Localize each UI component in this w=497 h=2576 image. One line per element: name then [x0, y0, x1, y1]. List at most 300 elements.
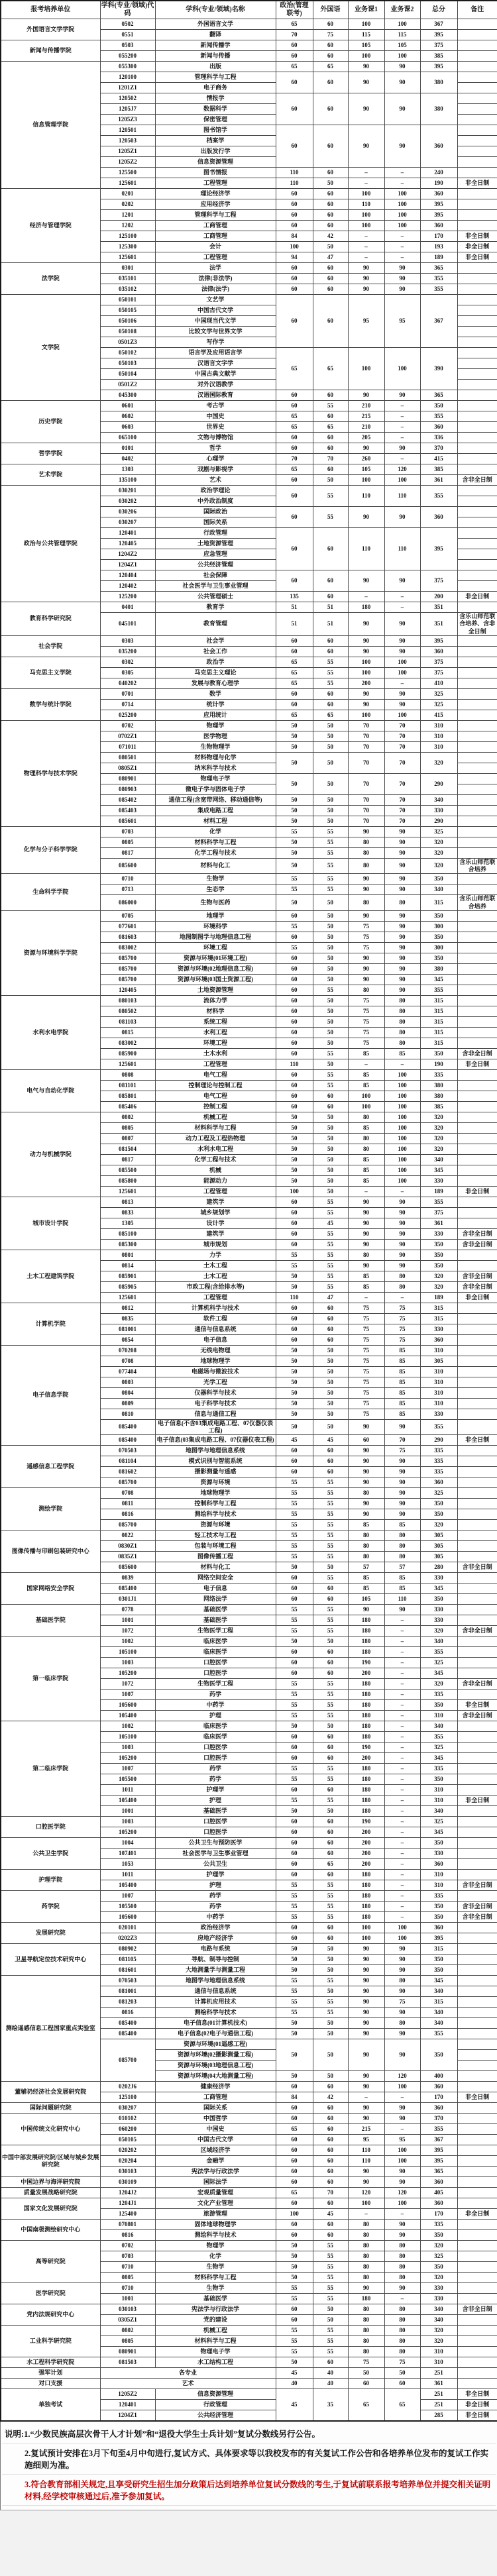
- foreign-language-score-cell: 65: [313, 710, 348, 720]
- politics-score-cell: 60: [276, 1849, 313, 1859]
- foreign-language-score-cell: 60: [313, 93, 348, 125]
- remark-cell: 非全日制: [457, 178, 497, 189]
- foreign-language-score-cell: 55: [313, 657, 348, 667]
- course2-score-cell: 80: [384, 2273, 420, 2283]
- politics-score-cell: 55: [276, 1774, 313, 1785]
- course2-score-cell: –: [384, 1827, 420, 1838]
- politics-score-cell: 55: [276, 1477, 313, 1488]
- foreign-language-score-cell: 50: [313, 1356, 348, 1366]
- remark-cell: [457, 2220, 497, 2230]
- politics-score-cell: 55: [276, 2336, 313, 2347]
- subject-code-cell: 1011: [100, 1870, 155, 1880]
- total-score-cell: 340: [420, 2304, 457, 2315]
- course1-score-cell: –: [348, 2209, 384, 2220]
- remark-cell: [457, 1955, 497, 1965]
- subject-name-cell: 环境工程: [155, 942, 276, 953]
- course1-score-cell: 90: [348, 1218, 384, 1228]
- remark-cell: [457, 1785, 497, 1796]
- course1-score-cell: 90: [348, 1419, 384, 1435]
- total-score-cell: 355: [420, 284, 457, 295]
- politics-score-cell: 50: [276, 1955, 313, 1965]
- politics-score-cell: 60: [276, 1838, 313, 1849]
- remark-cell: [457, 2008, 497, 2018]
- total-score-cell: 310: [420, 1870, 457, 1880]
- foreign-language-score-cell: 60: [313, 2230, 348, 2241]
- course1-score-cell: 200: [348, 678, 384, 688]
- politics-score-cell: 55: [276, 2294, 313, 2304]
- section-10: [1, 602, 497, 636]
- subject-code-cell: 0714: [100, 699, 155, 710]
- course2-score-cell: –: [384, 401, 420, 411]
- total-score-cell: 400: [420, 2071, 457, 2082]
- subject-code-cell: 1305: [100, 1218, 155, 1228]
- table-row: [1, 2082, 497, 2092]
- subject-name-cell: 图书馆学: [155, 125, 276, 136]
- course1-score-cell: 90: [348, 1197, 384, 1207]
- remark-cell: [457, 496, 497, 507]
- subject-code-cell: 085500: [100, 1165, 155, 1175]
- subject-code-cell: 030103: [100, 2304, 155, 2315]
- politics-score-cell: 60: [276, 1668, 313, 1679]
- course2-score-cell: 85: [384, 1345, 420, 1356]
- total-score-cell: 360: [420, 2082, 457, 2092]
- subject-name-cell: 电气工程: [155, 1091, 276, 1101]
- section-43: [1, 2177, 497, 2188]
- remark-cell: [457, 2336, 497, 2347]
- course2-score-cell: 90: [384, 699, 420, 710]
- subject-code-cell: 0809: [100, 1398, 155, 1409]
- table-row: [1, 2145, 497, 2156]
- subject-name-cell: 政治学理论: [155, 486, 276, 496]
- remark-cell: [457, 2135, 497, 2145]
- course2-score-cell: 70: [384, 731, 420, 741]
- remark-cell: [457, 2198, 497, 2209]
- course2-score-cell: 90: [384, 1944, 420, 1955]
- course1-score-cell: 180: [348, 1679, 384, 1690]
- subject-code-cell: 085601: [100, 816, 155, 826]
- unit-cell: 中国中部发展研究院/区域与城乡发展研究院: [1, 2145, 100, 2177]
- remark-cell: 含非全日制: [457, 1562, 497, 1573]
- subject-name-cell: 政治学: [155, 657, 276, 667]
- course1-score-cell: 180: [348, 1796, 384, 1806]
- course1-score-cell: –: [348, 178, 384, 189]
- total-score-cell: 340: [420, 794, 457, 805]
- remark-cell: [457, 1112, 497, 1122]
- foreign-language-score-cell: 60: [313, 1743, 348, 1753]
- foreign-language-score-cell: 60: [313, 2124, 348, 2135]
- total-score-cell: 350: [420, 953, 457, 963]
- politics-score-cell: 60: [276, 985, 313, 995]
- remark-cell: [457, 221, 497, 231]
- course2-score-cell: 90: [384, 1488, 420, 1499]
- subject-name-cell: 图书情报: [155, 168, 276, 178]
- course2-score-cell: –: [384, 1292, 420, 1303]
- course2-score-cell: –: [384, 1186, 420, 1197]
- subject-code-cell: 1011: [100, 1785, 155, 1796]
- remark-cell: [457, 678, 497, 688]
- course1-score-cell: 95: [348, 2135, 384, 2145]
- course2-score-cell: 90: [384, 635, 420, 646]
- subject-name-cell: 出版发行学: [155, 146, 276, 157]
- subject-name-cell: 电磁场与微波技术: [155, 1366, 276, 1377]
- total-score-cell: 355: [420, 1732, 457, 1743]
- foreign-language-score-cell: 55: [313, 1552, 348, 1562]
- foreign-language-score-cell: 60: [313, 1753, 348, 1764]
- politics-score-cell: 110: [276, 1292, 313, 1303]
- total-score-cell: 367: [420, 2135, 457, 2145]
- politics-score-cell: 50: [276, 2241, 313, 2251]
- foreign-language-score-cell: 45: [313, 1435, 348, 1446]
- politics-score-cell: 55: [276, 1605, 313, 1615]
- remark-cell: [457, 168, 497, 178]
- course2-score-cell: 90: [384, 2177, 420, 2188]
- politics-score-cell: 60: [276, 210, 313, 221]
- subject-name-cell: 应急管理: [155, 549, 276, 560]
- subject-code-cell: 125400: [100, 2209, 155, 2220]
- subject-name-cell: 机械: [155, 1165, 276, 1175]
- subject-name-cell: 计算机科学与技术: [155, 1303, 276, 1313]
- foreign-language-score-cell: 55: [313, 401, 348, 411]
- subject-code-cell: 125500: [100, 168, 155, 178]
- course1-score-cell: 260: [348, 454, 384, 464]
- course2-score-cell: 100: [384, 1069, 420, 1080]
- course1-score-cell: 80: [348, 895, 384, 911]
- foreign-language-score-cell: 60: [313, 2220, 348, 2230]
- footnotes: [0, 2422, 497, 2510]
- course1-score-cell: 90: [348, 2103, 384, 2114]
- total-score-cell: 310: [420, 1387, 457, 1398]
- course2-score-cell: 85: [384, 1520, 420, 1530]
- subject-code-cell: 0830Z1: [100, 1541, 155, 1552]
- foreign-language-score-cell: 50: [313, 2039, 348, 2071]
- total-score-cell: 345: [420, 974, 457, 985]
- subject-name-cell: 电子科学与技术: [155, 1398, 276, 1409]
- foreign-language-score-cell: 60: [313, 1467, 348, 1477]
- subject-name-cell: 口腔医学: [155, 1743, 276, 1753]
- total-score-cell: 367: [420, 19, 457, 30]
- course1-score-cell: 100: [348, 1091, 384, 1101]
- politics-score-cell: 55: [276, 1488, 313, 1499]
- col-header-code: 学科(专业/领域)代码: [100, 1, 155, 19]
- subject-code-cell: 1003: [100, 1743, 155, 1753]
- subject-code-cell: 040202: [100, 678, 155, 688]
- foreign-language-score-cell: 50: [313, 731, 348, 741]
- foreign-language-score-cell: 75: [313, 30, 348, 40]
- subject-code-cell: 120405: [100, 985, 155, 995]
- course2-score-cell: –: [384, 1785, 420, 1796]
- section-8: [1, 464, 497, 486]
- subject-name-cell: 物理学: [155, 720, 276, 731]
- remark-cell: [457, 316, 497, 327]
- total-score-cell: 350: [420, 1700, 457, 1711]
- subject-name-cell: 基础医学: [155, 1605, 276, 1615]
- course2-score-cell: 75: [384, 1997, 420, 2008]
- politics-score-cell: 50: [276, 1345, 313, 1356]
- course2-score-cell: 90: [384, 2029, 420, 2039]
- subject-code-cell: 070208: [100, 1345, 155, 1356]
- col-header-total: 总分: [420, 1, 457, 19]
- course1-score-cell: 90: [348, 885, 384, 895]
- table-row: [1, 657, 497, 667]
- subject-name-cell: 材料科学与工程: [155, 837, 276, 847]
- subject-name-cell: 能源动力: [155, 1175, 276, 1186]
- subject-name-cell: 仪器科学与技术: [155, 1387, 276, 1398]
- subject-name-cell: 水利水电工程: [155, 1144, 276, 1154]
- course1-score-cell: 85: [348, 1583, 384, 1594]
- foreign-language-score-cell: 50: [313, 1398, 348, 1409]
- subject-code-cell: 0801: [100, 1250, 155, 1260]
- foreign-language-score-cell: 50: [313, 1154, 348, 1165]
- remark-cell: [457, 784, 497, 794]
- subject-code-cell: 085400: [100, 1435, 155, 1446]
- subject-code-cell: 085700: [100, 2039, 155, 2082]
- politics-score-cell: 50: [276, 816, 313, 826]
- politics-score-cell: 50: [276, 1419, 313, 1435]
- subject-code-cell: 085400: [100, 2029, 155, 2039]
- note-1: 说明:1.“少数民族高层次骨干人才计划”和“退役大学生士兵计划”复试分数线另行公告。: [2, 2424, 496, 2443]
- subject-code-cell: 105500: [100, 1902, 155, 1912]
- politics-score-cell: 50: [276, 2251, 313, 2262]
- foreign-language-score-cell: 60: [313, 443, 348, 454]
- course2-score-cell: 90: [384, 2167, 420, 2177]
- course1-score-cell: 100: [348, 19, 384, 30]
- subject-name-cell: 公共管理硕士: [155, 592, 276, 602]
- subject-code-cell: 0815: [100, 1027, 155, 1038]
- remark-cell: [457, 963, 497, 974]
- subject-name-cell: 生态学: [155, 885, 276, 895]
- course1-score-cell: 80: [348, 2347, 384, 2357]
- unit-cell: 公共卫生学院: [1, 1838, 100, 1870]
- total-score-cell: 325: [420, 1658, 457, 1668]
- course2-score-cell: –: [384, 178, 420, 189]
- total-score-cell: 350: [420, 1594, 457, 1605]
- subject-code-cell: 125601: [100, 1186, 155, 1197]
- table-row: [1, 2283, 497, 2294]
- section-7: [1, 443, 497, 464]
- remark-cell: [457, 1197, 497, 1207]
- total-score-cell: 350: [420, 1239, 457, 1250]
- subject-code-cell: 1003: [100, 1658, 155, 1668]
- subject-code-cell: 0501Z3: [100, 337, 155, 348]
- total-score-cell: 415: [420, 454, 457, 464]
- remark-cell: [457, 390, 497, 401]
- course1-score-cell: 85: [348, 1165, 384, 1175]
- total-score-cell: 360: [420, 1477, 457, 1488]
- subject-code-cell: 085801: [100, 1091, 155, 1101]
- course1-score-cell: 80: [348, 2304, 384, 2315]
- subject-code-cell: 085700: [100, 1520, 155, 1530]
- subject-name-cell: 戏剧与影视学: [155, 464, 276, 475]
- course2-score-cell: 90: [384, 1965, 420, 1976]
- remark-cell: [457, 942, 497, 953]
- subject-code-cell: 0835Z1: [100, 1552, 155, 1562]
- course1-score-cell: 90: [348, 953, 384, 963]
- total-score-cell: 360: [420, 1923, 457, 1933]
- table-row: [1, 2177, 497, 2188]
- subject-code-cell: 0303: [100, 635, 155, 646]
- remark-cell: [457, 1806, 497, 1817]
- politics-score-cell: 55: [276, 1260, 313, 1271]
- subject-code-cell: 0305Z1: [100, 2315, 155, 2326]
- remark-cell: [457, 136, 497, 146]
- course2-score-cell: 80: [384, 1976, 420, 1986]
- subject-code-cell: 0701: [100, 688, 155, 699]
- subject-code-cell: 080902: [100, 1944, 155, 1955]
- remark-cell: [457, 2124, 497, 2135]
- subject-name-cell: 动力工程及工程热物理: [155, 1133, 276, 1144]
- section-3: [1, 189, 497, 263]
- course1-score-cell: 90: [348, 974, 384, 985]
- subject-name-cell: 文艺学: [155, 295, 276, 305]
- subject-name-cell: 公共卫生: [155, 1859, 276, 1870]
- unit-cell: 质量发展战略研究院: [1, 2188, 100, 2198]
- course2-score-cell: 90: [384, 985, 420, 995]
- foreign-language-score-cell: 50: [313, 1562, 348, 1573]
- course1-score-cell: 200: [348, 1827, 384, 1838]
- subject-code-cell: 020204: [100, 2156, 155, 2167]
- course2-score-cell: 90: [384, 62, 420, 72]
- course1-score-cell: 90: [348, 1467, 384, 1477]
- course2-score-cell: 90: [384, 390, 420, 401]
- foreign-language-score-cell: 55: [313, 1499, 348, 1509]
- remark-cell: [457, 667, 497, 678]
- total-score-cell: 350: [420, 1965, 457, 1976]
- course1-score-cell: 90: [348, 1965, 384, 1976]
- total-score-cell: 355: [420, 985, 457, 995]
- course2-score-cell: 85: [384, 1356, 420, 1366]
- subject-name-cell: 地球物理学: [155, 1356, 276, 1366]
- total-score-cell: 320: [420, 2241, 457, 2251]
- course2-score-cell: –: [384, 1615, 420, 1626]
- politics-score-cell: 60: [276, 1817, 313, 1827]
- section-24: [1, 1345, 497, 1446]
- politics-score-cell: 60: [276, 274, 313, 284]
- politics-score-cell: 45: [276, 2368, 313, 2379]
- politics-score-cell: 50: [276, 794, 313, 805]
- course1-score-cell: 190: [348, 1743, 384, 1753]
- total-score-cell: 355: [420, 2029, 457, 2039]
- course2-score-cell: 70: [384, 816, 420, 826]
- subject-name-cell: 法学: [155, 263, 276, 274]
- subject-name-cell: 文化产业管理: [155, 2198, 276, 2209]
- total-score-cell: 310: [420, 720, 457, 731]
- course1-score-cell: 85: [348, 1048, 384, 1059]
- course2-score-cell: –: [384, 1891, 420, 1902]
- subject-name-cell: 水利工程: [155, 1027, 276, 1038]
- politics-score-cell: 60: [276, 1467, 313, 1477]
- subject-name-cell: 临床医学: [155, 1721, 276, 1732]
- foreign-language-score-cell: 50: [313, 2304, 348, 2315]
- subject-name-cell: 环境科学: [155, 921, 276, 932]
- politics-score-cell: 60: [276, 2135, 313, 2145]
- subject-name-cell: 信息与通信工程: [155, 1409, 276, 1419]
- subject-code-cell: 105600: [100, 1912, 155, 1923]
- unit-cell: 动力与机械学院: [1, 1112, 100, 1197]
- politics-score-cell: 55: [276, 1880, 313, 1891]
- total-score-cell: 189: [420, 252, 457, 263]
- course1-score-cell: 80: [348, 1250, 384, 1260]
- course2-score-cell: 90: [384, 1197, 420, 1207]
- table-row: [1, 2368, 497, 2379]
- table-row: [1, 2389, 497, 2400]
- course2-score-cell: 80: [384, 2262, 420, 2273]
- remark-cell: [457, 528, 497, 539]
- subject-code-cell: 1003: [100, 1817, 155, 1827]
- politics-score-cell: 55: [276, 1615, 313, 1626]
- foreign-language-score-cell: 50: [313, 1965, 348, 1976]
- table-row: [1, 40, 497, 51]
- course1-score-cell: 70: [348, 816, 384, 826]
- course1-score-cell: 90: [348, 274, 384, 284]
- course1-score-cell: 90: [348, 284, 384, 295]
- total-score-cell: 325: [420, 2251, 457, 2262]
- politics-score-cell: 51: [276, 602, 313, 613]
- table-row: [1, 1345, 497, 1356]
- total-score-cell: 350: [420, 401, 457, 411]
- subject-code-cell: 0703: [100, 2251, 155, 2262]
- foreign-language-score-cell: 55: [313, 1080, 348, 1091]
- foreign-language-score-cell: 60: [313, 1313, 348, 1324]
- subject-name-cell: 计算机应用技术: [155, 1997, 276, 2008]
- foreign-language-score-cell: 55: [313, 1764, 348, 1774]
- foreign-language-score-cell: 50: [313, 805, 348, 816]
- foreign-language-score-cell: 60: [313, 2103, 348, 2114]
- course1-score-cell: 80: [348, 2326, 384, 2336]
- course1-score-cell: 210: [348, 401, 384, 411]
- subject-code-cell: 105600: [100, 1700, 155, 1711]
- subject-code-cell: 120401: [100, 2400, 155, 2410]
- subject-code-cell: 0817: [100, 847, 155, 858]
- politics-score-cell: 60: [276, 1859, 313, 1870]
- subject-code-cell: 0814: [100, 1260, 155, 1271]
- col-header-politics: 政治(管理联考): [276, 1, 313, 19]
- remark-cell: [457, 157, 497, 168]
- remark-cell: [457, 932, 497, 942]
- subject-name-cell: 工程管理: [155, 252, 276, 263]
- remark-cell: [457, 1334, 497, 1345]
- politics-score-cell: 50: [276, 858, 313, 874]
- unit-cell: 物理科学与技术学院: [1, 720, 100, 826]
- subject-name-cell: 物理电子学: [155, 2347, 276, 2357]
- unit-cell: 中国南极测绘研究中心: [1, 2220, 100, 2241]
- table-row: [1, 995, 497, 1006]
- course2-score-cell: 80: [384, 995, 420, 1006]
- politics-score-cell: 60: [276, 221, 313, 231]
- course2-score-cell: 90: [384, 1499, 420, 1509]
- course2-score-cell: 90: [384, 2283, 420, 2294]
- subject-name-cell: 电子信息(02电子与通信工程): [155, 2029, 276, 2039]
- politics-score-cell: 94: [276, 252, 313, 263]
- politics-score-cell: 50: [276, 2273, 313, 2283]
- course1-score-cell: 100: [348, 657, 384, 667]
- politics-score-cell: 55: [276, 1891, 313, 1902]
- table-row: [1, 1069, 497, 1080]
- politics-score-cell: 60: [276, 688, 313, 699]
- course1-score-cell: 105: [348, 464, 384, 475]
- course1-score-cell: 70: [348, 794, 384, 805]
- total-score-cell: 320: [420, 858, 457, 874]
- course2-score-cell: –: [384, 1732, 420, 1743]
- course2-score-cell: 90: [384, 874, 420, 885]
- subject-name-cell: 电路与系统: [155, 1944, 276, 1955]
- subject-name-cell: 网络空间安全: [155, 1573, 276, 1583]
- total-score-cell: 320: [420, 1281, 457, 1292]
- unit-cell: 社会学院: [1, 635, 100, 657]
- remark-cell: [457, 2018, 497, 2029]
- remark-cell: [457, 974, 497, 985]
- remark-cell: 非全日制: [457, 1186, 497, 1197]
- course2-score-cell: –: [384, 411, 420, 422]
